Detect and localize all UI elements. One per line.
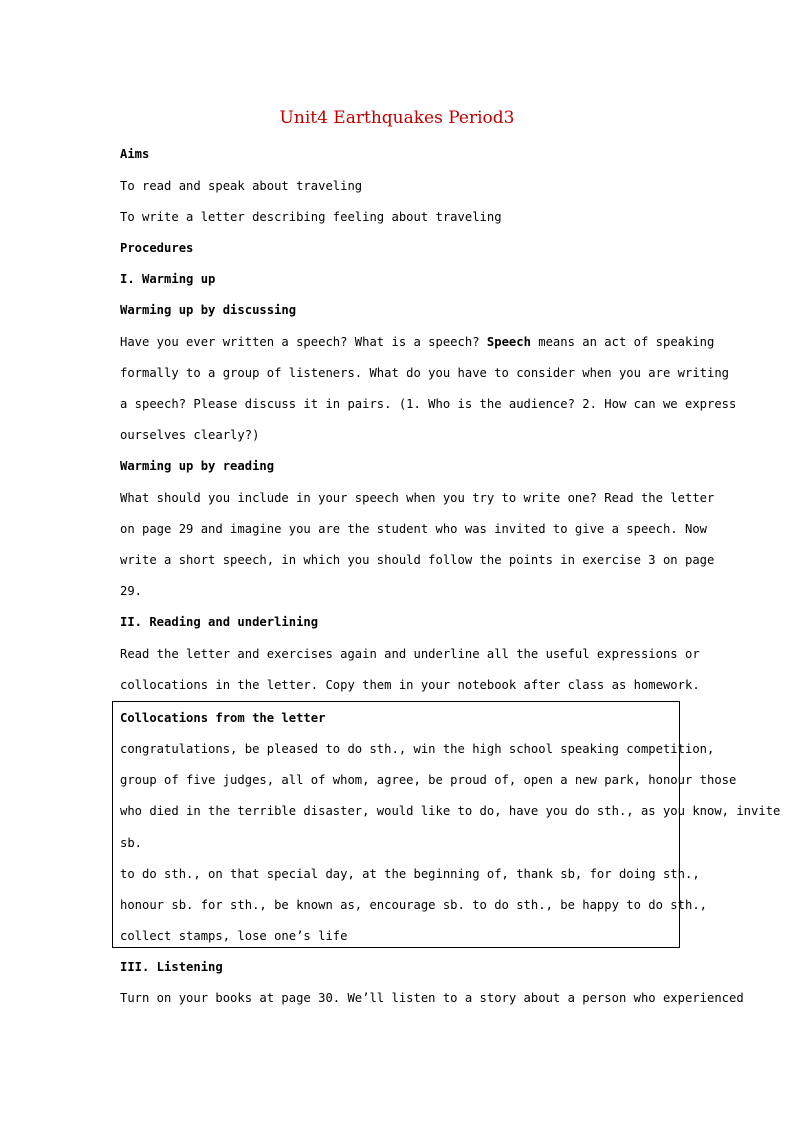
- aim-item: To read and speak about traveling: [120, 179, 363, 193]
- text-run: means an act of speaking: [530, 335, 715, 349]
- section-heading-listening: III. Listening: [120, 960, 223, 974]
- text-run: Have you ever written a speech? What is a speech?: [120, 335, 480, 349]
- aims-heading: Aims: [120, 147, 150, 161]
- procedures-heading: Procedures: [120, 241, 194, 255]
- box-line: congratulations, be pleased to do sth., win the high school speaking competition,: [120, 742, 715, 756]
- paragraph-line: write a short speech, in which you should follow the points in exercise 3 on page: [120, 553, 715, 567]
- paragraph-line: ourselves clearly?): [120, 428, 260, 442]
- paragraph-line: 29.: [120, 584, 143, 598]
- box-line: who died in the terrible disaster, would like to do, have you do sth., as you know, invite: [120, 804, 781, 818]
- paragraph-line: a speech? Please discuss it in pairs. (1. Who is the audience? 2. How can we express: [120, 397, 737, 411]
- paragraph-line: collocations in the letter. Copy them in your notebook after class as homework.: [120, 678, 700, 692]
- document-title: Unit4 Earthquakes Period3: [279, 108, 515, 128]
- paragraph-line: Read the letter and exercises again and underline all the useful expressions or: [120, 647, 700, 661]
- paragraph-line: What should you include in your speech when you try to write one? Read the letter: [120, 491, 715, 505]
- aim-item: To write a letter describing feeling about traveling: [120, 210, 502, 224]
- section-heading-warming-up: I. Warming up: [120, 272, 216, 286]
- paragraph-line: formally to a group of listeners. What do you have to consider when you are writing: [120, 366, 730, 380]
- section-heading-reading: II. Reading and underlining: [120, 615, 319, 629]
- box-line: to do sth., on that special day, at the beginning of, thank sb, for doing sth.,: [120, 867, 700, 881]
- subheading-discussing: Warming up by discussing: [120, 303, 297, 317]
- collocations-box: [112, 701, 781, 948]
- box-line: collect stamps, lose one’s life: [120, 929, 348, 943]
- subheading-reading: Warming up by reading: [120, 459, 275, 473]
- paragraph-line: Turn on your books at page 30. We’ll listen to a story about a person who experienced: [120, 991, 744, 1005]
- box-line: honour sb. for sth., be known as, encourage sb. to do sth., be happy to do sth.,: [120, 898, 707, 912]
- box-heading: Collocations from the letter: [120, 711, 326, 725]
- speech-term: Speech: [486, 335, 531, 349]
- box-line: group of five judges, all of whom, agree, be proud of, open a new park, honour those: [120, 773, 737, 787]
- paragraph-line: on page 29 and imagine you are the student who was invited to give a speech. Now: [120, 522, 707, 536]
- paragraph-line: [120, 333, 715, 351]
- box-line: sb.: [120, 836, 143, 850]
